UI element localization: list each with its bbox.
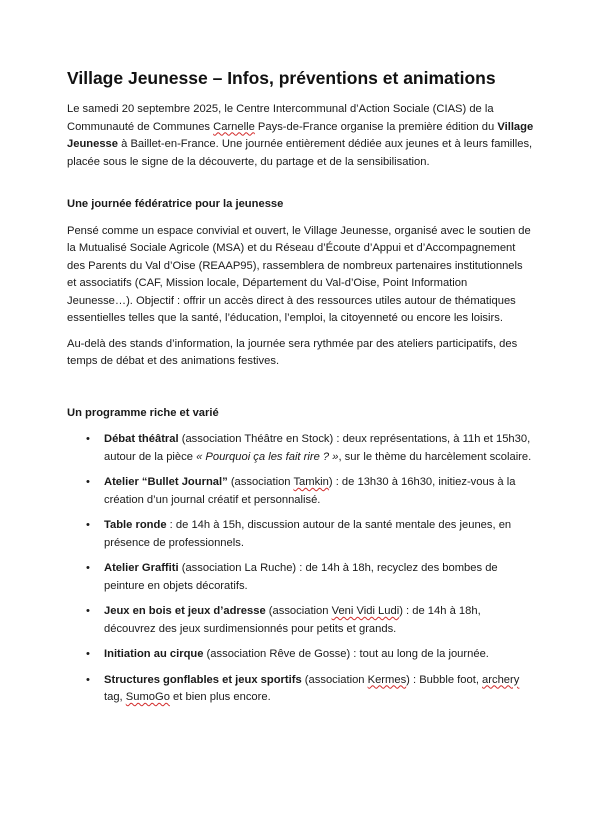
- item-text: (association: [227, 476, 294, 488]
- item-bold: Jeux en bois et jeux d’adresse: [104, 605, 266, 617]
- item-spellcheck-word: Tamkin: [293, 476, 329, 488]
- intro-bold-village: Village Jeunesse: [67, 120, 534, 150]
- item-text: et bien plus encore.: [169, 691, 271, 703]
- item-bold: Atelier “Bullet Journal”: [104, 476, 228, 488]
- item-text: (association Rêve de Gosse) : tout au long de la journée.: [203, 648, 489, 660]
- list-item-structures-gonflables: [67, 672, 534, 707]
- item-italic-title: « Pourquoi ça les fait rire ? »: [196, 450, 339, 463]
- list-item-table-ronde: [67, 517, 534, 552]
- item-text: (association: [265, 605, 332, 617]
- item-text: : de 14h à 15h, discussion autour de la santé mentale des jeunes, en présence de professionnels.: [104, 519, 512, 549]
- item-text: (association La Ruche) : de 14h à 18h, recyclez des bombes de peinture en objets décoratifs.: [104, 562, 498, 592]
- item-spellcheck-word: Veni Vidi Ludi: [331, 605, 400, 617]
- section1-paragraph-1: Pensé comme un espace convivial et ouvert, le Village Jeunesse, organisé avec le soutien de la Mutualisé Sociale Agricole (MSA) et du Réseau d’Écoute d’Appui et d’Accompagnement des Parents du Val d’Oise (REAAP95), rassemblera de nombreux partenaires institutionnels et associatifs (CAF, Mission locale, Département du Val-d’Oise, Point Information Jeunesse…). Objectif : offrir un accès direct à des ressources utiles autour de thématiques essentielles telles que la santé, l’éducation, l’emploi, la citoyenneté ou encore les loisirs.: [67, 224, 531, 324]
- intro-text-3: à Baillet-en-France. Une journée entièrement dédiée aux jeunes et à leurs familles, placée sous le signe de la découverte, du partage et de la sensibilisation.: [67, 138, 533, 168]
- bullet-icon: •: [86, 476, 90, 488]
- item-bold: Atelier Graffiti: [104, 562, 179, 574]
- item-bold: Table ronde: [104, 519, 167, 531]
- bullet-icon: •: [86, 562, 90, 574]
- item-text: (association: [301, 673, 368, 686]
- section-heading-programme: Un programme riche et varié: [67, 406, 219, 419]
- item-bold: Débat théâtral: [104, 433, 179, 445]
- item-text: ) : de 14h à 18h, découvrez des jeux surdimensionnés pour petits et grands.: [104, 605, 481, 635]
- document-content: [67, 66, 534, 715]
- intro-carnelle: Carnelle: [213, 120, 255, 133]
- bullet-icon: •: [86, 519, 90, 531]
- list-item-initiation-cirque: [67, 646, 534, 664]
- bullet-icon: •: [86, 433, 90, 445]
- list-item-bullet-journal: [67, 474, 534, 509]
- item-text: ) : de 13h30 à 16h30, initiez-vous à la création d’un journal créatif et personnalisé.: [104, 476, 516, 506]
- intro-paragraph: [67, 101, 534, 171]
- item-spellcheck-word: Kermes: [367, 673, 407, 686]
- item-text: tag,: [104, 691, 126, 703]
- item-bold: Initiation au cirque: [104, 648, 204, 660]
- bullet-icon: •: [86, 605, 90, 617]
- item-spellcheck-word: archery: [482, 673, 520, 686]
- program-list: [67, 431, 534, 707]
- item-text: (association Théâtre en Stock) : deux représentations, à 11h et 15h30, autour de la pièce: [104, 433, 531, 463]
- item-text: , sur le thème du harcèlement scolaire.: [338, 450, 532, 463]
- list-item-atelier-graffiti: [67, 560, 534, 595]
- item-spellcheck-word: SumoGo: [125, 691, 170, 703]
- intro-text-2: Pays-de-France organise la première édition du: [254, 120, 498, 133]
- list-item-jeux-en-bois: [67, 603, 534, 638]
- intro-text-1: Le samedi 20 septembre 2025, le Centre Intercommunal d’Action Sociale (CIAS) de la Communauté de Communes: [67, 103, 494, 133]
- bullet-icon: •: [86, 648, 90, 660]
- item-bold: Structures gonflables et jeux sportifs: [104, 673, 302, 686]
- section1-paragraph-2: Au-delà des stands d’information, la journée sera rythmée par des ateliers participatifs, des temps de débat et des animations festives.: [67, 337, 518, 367]
- list-item-debat-theatral: [67, 431, 534, 466]
- bullet-icon: •: [86, 673, 90, 686]
- section-heading-federatrice: Une journée fédératrice pour la jeunesse: [67, 198, 284, 210]
- page-title: Village Jeunesse – Infos, préventions et animations: [67, 68, 496, 88]
- item-text: ) : Bubble foot,: [406, 673, 483, 686]
